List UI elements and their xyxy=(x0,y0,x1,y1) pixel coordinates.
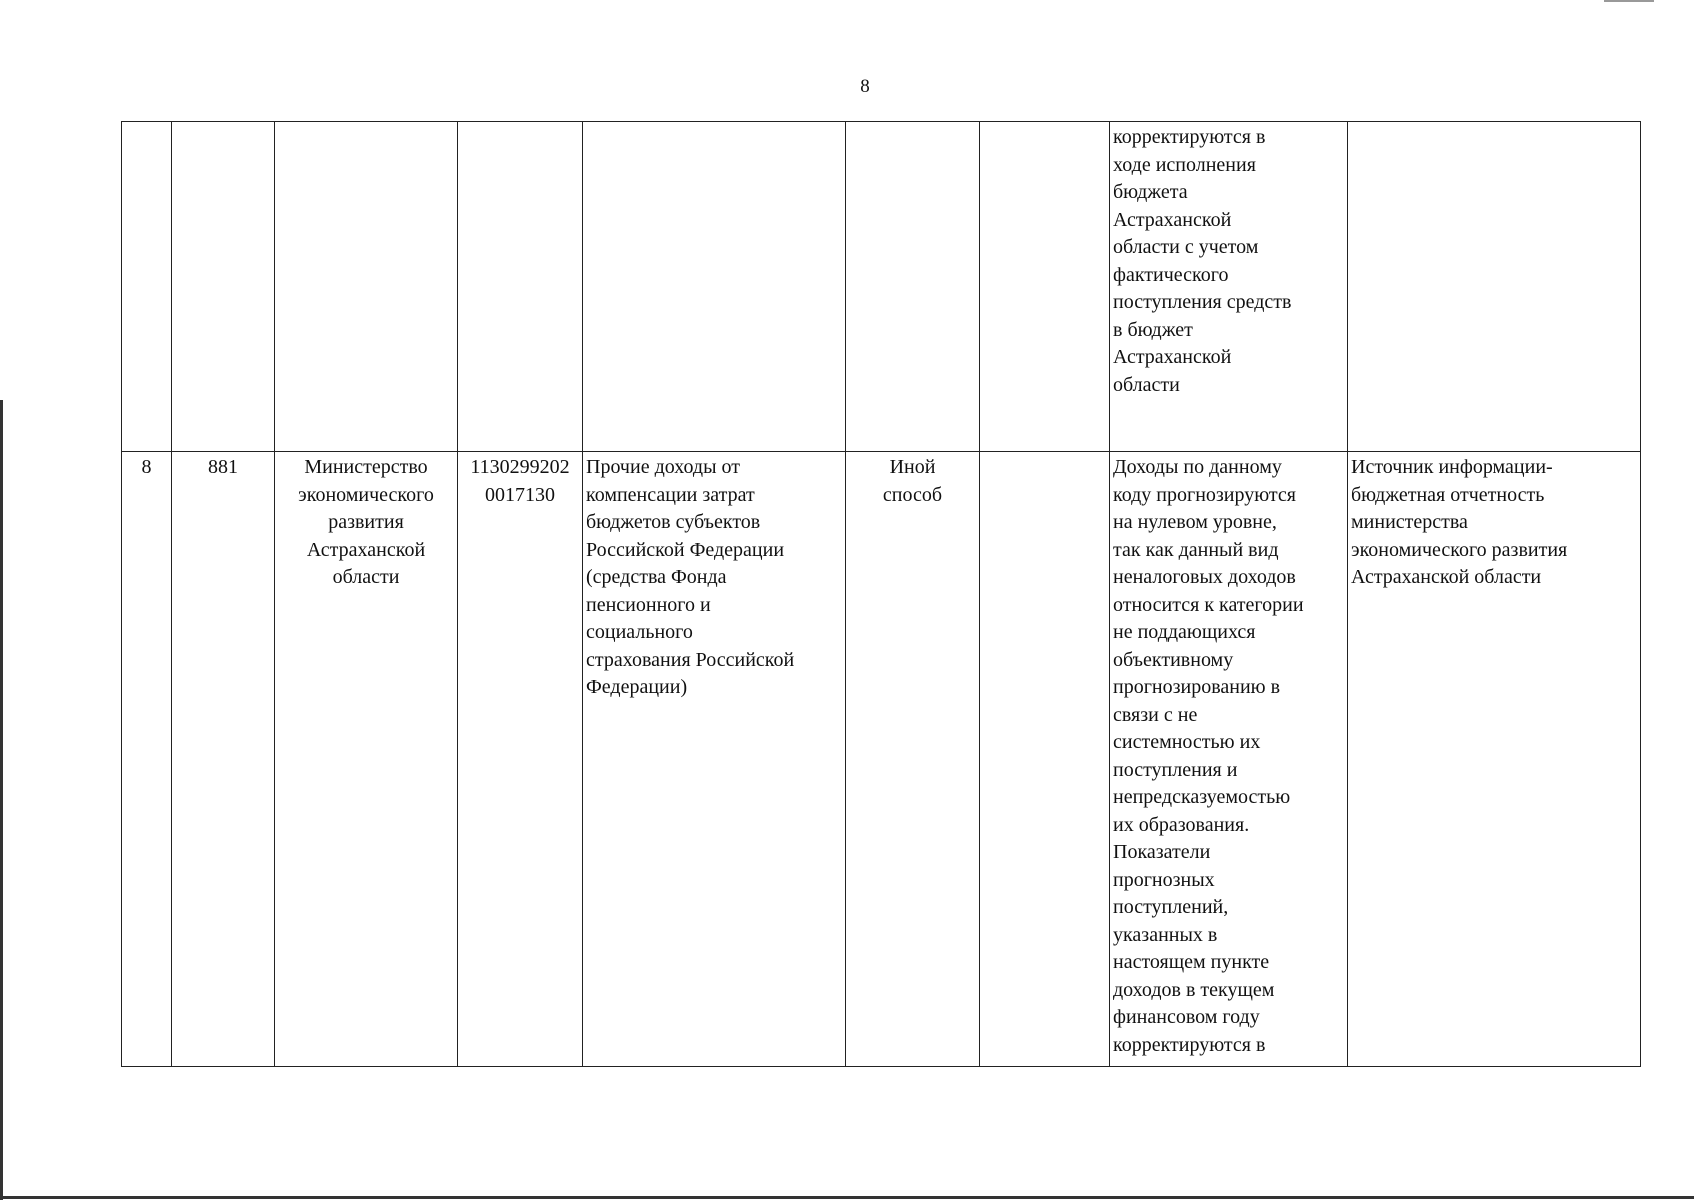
cell-index: 8 xyxy=(122,452,172,1067)
cell-kbk xyxy=(458,122,583,452)
cell-administrator xyxy=(275,122,458,452)
cell-formula xyxy=(980,122,1110,452)
cell-revenue-name xyxy=(583,122,846,452)
cell-description: Доходы по данному коду прогнозируются на нулевом уровне, так как данный вид неналоговых доходов относится к категории не поддающихся объективному прогнозированию в связи с не системностью их поступления и непредсказуемостью их образования. Показатели прогнозных поступлений, указанных в настоящем пункте доходов в текущем финансовом году корректируются в xyxy=(1110,452,1348,1067)
cell-revenue-name: Прочие доходы от компенсации затрат бюджетов субъектов Российской Федерации (средства Фонда пенсионного и социального страхования Российской Федерации) xyxy=(583,452,846,1067)
scan-left-edge xyxy=(0,400,3,1200)
table-row-continuation xyxy=(122,122,1641,452)
cell-index xyxy=(122,122,172,452)
cell-formula xyxy=(980,452,1110,1067)
cell-source: Источник информации- бюджетная отчетность министерства экономического развития Астраханской области xyxy=(1348,452,1641,1067)
page-number: 8 xyxy=(860,76,870,97)
cell-code xyxy=(172,122,275,452)
cell-kbk: 1130299202 0017130 xyxy=(458,452,583,1067)
cell-method xyxy=(846,122,980,452)
cell-source xyxy=(1348,122,1641,452)
revenue-forecast-table xyxy=(121,121,1641,1067)
cell-method: Иной способ xyxy=(846,452,980,1067)
cell-administrator: Министерство экономического развития Астраханской области xyxy=(275,452,458,1067)
scan-bottom-edge xyxy=(0,1196,1694,1199)
scan-corner-mark xyxy=(1604,0,1654,2)
table-row-8 xyxy=(122,452,1641,1067)
cell-description: корректируются в ходе исполнения бюджета Астраханской области с учетом фактического поступления средств в бюджет Астраханской области xyxy=(1110,122,1348,452)
cell-code: 881 xyxy=(172,452,275,1067)
